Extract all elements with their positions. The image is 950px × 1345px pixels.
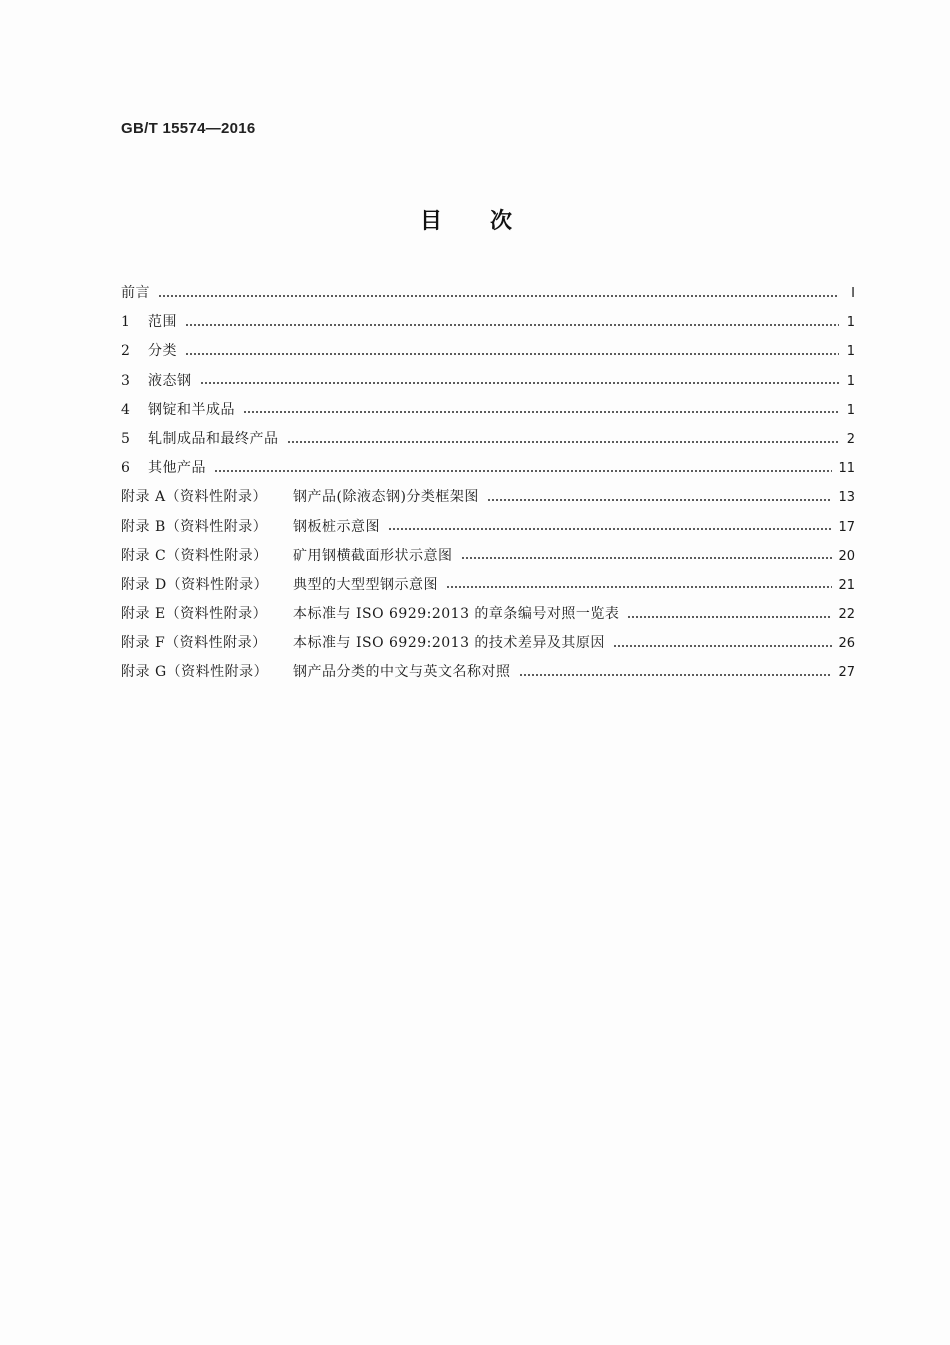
toc-entry-label (121, 515, 380, 539)
toc-page-number: 13 (838, 490, 855, 506)
toc-section-number: 6 (121, 460, 130, 477)
toc-entry-label (121, 339, 177, 363)
toc-appendix-label: 附录 B（资料性附录） (121, 518, 268, 535)
toc-entry-label (121, 427, 279, 451)
toc-entry-title: 钢锭和半成品 (148, 401, 235, 418)
toc-entry[interactable] (121, 573, 855, 602)
toc-entry-title: 本标准与 ISO 6929:2013 的技术差异及其原因 (293, 635, 605, 652)
toc-leader-dots (388, 526, 832, 532)
toc-page-number: 1 (846, 402, 855, 418)
toc-entry[interactable] (121, 456, 855, 485)
toc-appendix-label: 附录 C（资料性附录） (121, 547, 268, 564)
toc-page-number: 22 (838, 607, 855, 623)
toc-section-number: 2 (121, 343, 130, 360)
toc-leader-dots (446, 584, 832, 590)
toc-entry-label (121, 310, 177, 334)
toc-page-number: 26 (838, 636, 855, 652)
toc-entry-label (121, 602, 619, 626)
toc-entry-label (121, 398, 235, 422)
toc-leader-dots (627, 614, 832, 620)
toc-entry[interactable] (121, 515, 855, 544)
toc-leader-dots (287, 439, 840, 445)
toc-page-number: 1 (846, 344, 855, 360)
toc-entry-label (121, 631, 605, 655)
toc-leader-dots (613, 643, 833, 649)
toc-entry-title: 钢产品(除液态钢)分类框架图 (293, 489, 479, 506)
toc-entry[interactable] (121, 398, 855, 427)
toc-leader-dots (461, 555, 833, 561)
toc-entry[interactable] (121, 427, 855, 456)
toc-section-number: 1 (121, 314, 130, 331)
toc-appendix-label: 附录 A（资料性附录） (121, 489, 268, 506)
toc-leader-dots (487, 497, 833, 503)
toc-entry-label (121, 369, 192, 393)
toc-entry-title: 其他产品 (148, 460, 206, 477)
toc-leader-dots (214, 468, 832, 474)
toc-page-number: 21 (838, 577, 855, 593)
toc-entry-title: 钢产品分类的中文与英文名称对照 (293, 664, 511, 681)
toc-entry-label (121, 456, 206, 480)
toc-entry-title: 液态钢 (148, 372, 192, 389)
toc-page-number: 1 (846, 315, 855, 331)
toc-entry[interactable] (121, 369, 855, 398)
toc-leader-dots (519, 672, 833, 678)
toc-page-number: 1 (846, 373, 855, 389)
toc-entry[interactable] (121, 660, 855, 689)
toc-page-number: 11 (838, 461, 855, 477)
toc-entry-title: 范围 (148, 314, 177, 331)
toc-page-number: 20 (838, 548, 855, 564)
toc-leader-dots (185, 351, 839, 357)
toc-page-number: 27 (838, 665, 855, 681)
toc-section-number: 5 (121, 430, 130, 447)
toc-entry-label (121, 544, 453, 568)
toc-entry-title: 分类 (148, 343, 177, 360)
toc-appendix-label: 附录 D（资料性附录） (121, 576, 269, 593)
toc-entry[interactable] (121, 544, 855, 573)
toc-page-number: Ⅰ (851, 286, 855, 301)
toc-entry-label (121, 485, 479, 509)
toc-entry-title: 本标准与 ISO 6929:2013 的章条编号对照一览表 (293, 606, 620, 623)
toc-entry[interactable] (121, 281, 855, 310)
page-title: 目次 (419, 209, 560, 234)
toc-entry-title: 前言 (121, 285, 150, 301)
toc-appendix-label: 附录 F（资料性附录） (121, 635, 267, 652)
toc-entry-label (121, 660, 511, 684)
toc-entry-title: 轧制成品和最终产品 (148, 430, 279, 447)
table-of-contents (121, 281, 855, 690)
toc-entry[interactable] (121, 310, 855, 339)
toc-entry-title: 典型的大型型钢示意图 (293, 576, 438, 593)
toc-page-number: 2 (846, 431, 855, 447)
toc-leader-dots (158, 293, 839, 299)
toc-appendix-label: 附录 G（资料性附录） (121, 664, 269, 681)
document-code: GB/T 15574—2016 (121, 120, 256, 137)
toc-entry-label (121, 281, 150, 305)
toc-leader-dots (243, 409, 839, 415)
toc-leader-dots (200, 380, 840, 386)
toc-leader-dots (185, 322, 839, 328)
toc-entry[interactable] (121, 631, 855, 660)
toc-section-number: 3 (121, 372, 130, 389)
toc-section-number: 4 (121, 401, 130, 418)
toc-page-number: 17 (838, 519, 855, 535)
toc-entry[interactable] (121, 339, 855, 368)
toc-entry[interactable] (121, 485, 855, 514)
toc-appendix-label: 附录 E（资料性附录） (121, 606, 268, 623)
toc-entry-title: 钢板桩示意图 (293, 518, 380, 535)
toc-entry-title: 矿用钢横截面形状示意图 (293, 547, 453, 564)
toc-entry-label (121, 573, 438, 597)
toc-entry[interactable] (121, 602, 855, 631)
